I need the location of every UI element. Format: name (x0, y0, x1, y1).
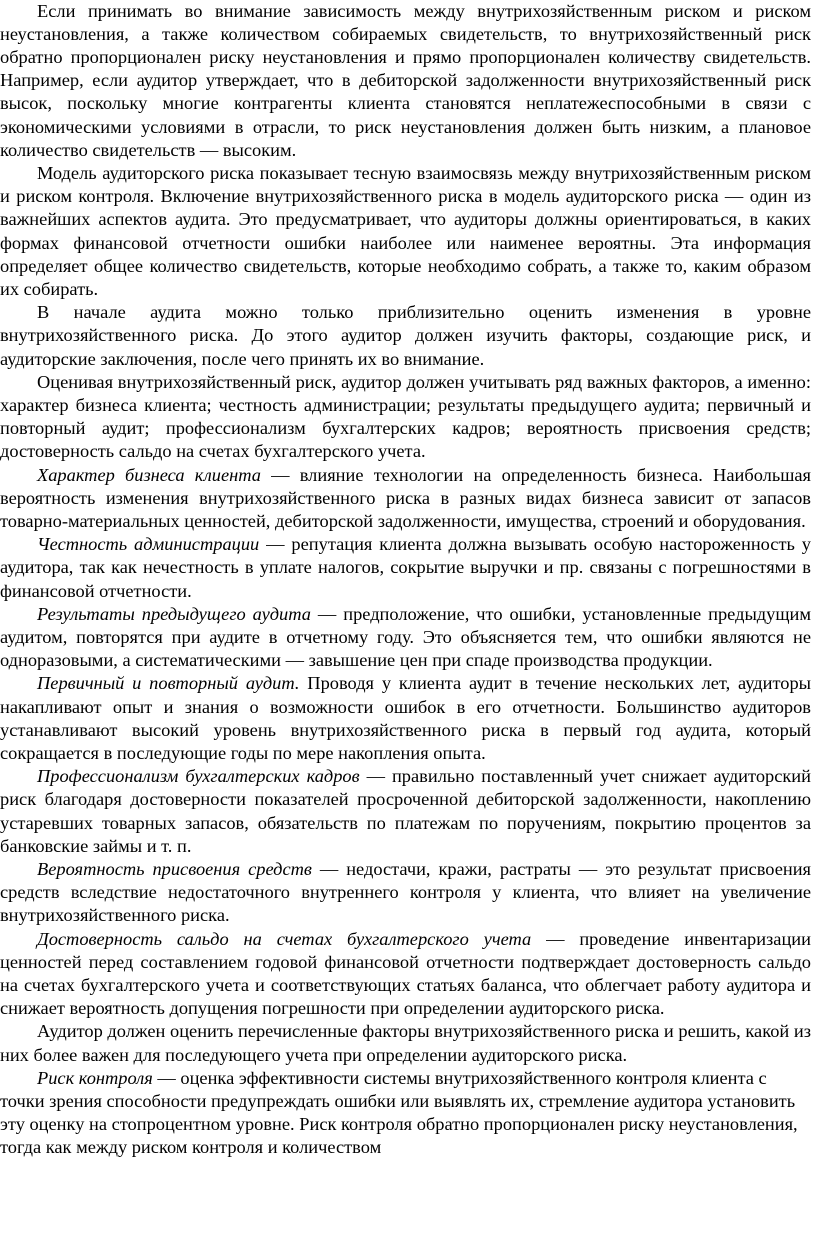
term-heading: Риск контроля (37, 1067, 153, 1088)
paragraph-risk-factors (0, 371, 811, 464)
paragraph-previous-audit-results (0, 603, 811, 673)
paragraph-control-risk (0, 1067, 811, 1160)
paragraph-inherent-risk-dependency (0, 0, 811, 162)
term-heading: Профессионализм бухгалтерских кадров (37, 766, 360, 787)
paragraph-text: — проведение инвентаризации ценностей перед составлением годовой финансовой отчетности подтверждает достоверность сальдо на счетах бухгалтерского учета и соответствующих статьях баланса, что облегчает работу аудитора и снижает вероятность допущения погрешности при определении аудиторского риска. (0, 928, 811, 1019)
paragraph-text: — оценка эффективности системы внутрихозяйственного контроля клиента с точки зрения способности предупреждать ошибки или выявлять их, стремление аудитора установить эту оценку на стопроцентном уровне. Риск контроля обратно пропорционален риску неустановления, тогда как между риском контроля и количеством (0, 1067, 798, 1158)
paragraph-text: Проводя у клиента аудит в течение нескольких лет, аудиторы накапливают опыт и знания о возможности ошибок в его отчетности. Большинство аудиторов устанавливают высокий уровень внутрихозяйственного риска в первый год аудита, который сокращается в последующие годы по мере накопления опыта. (0, 673, 811, 763)
paragraph-text: — репутация клиента должна вызывать особую настороженность у аудитора, так как нечестность в уплате налогов, сокрытие выручки и пр. связаны с погрешностями в финансовой отчетности. (0, 534, 811, 601)
term-heading: Вероятность присвоения средств (37, 859, 312, 880)
term-heading: Честность администрации (37, 534, 260, 555)
paragraph-text: В начале аудита можно только приблизительно оценить изменения в уровне внутрихозяйственного риска. До этого аудитор должен изучить факторы, создающие риск, и аудиторские заключения, после чего принять их во внимание. (0, 302, 811, 369)
paragraph-audit-risk-model (0, 162, 811, 301)
paragraph-text: Оценивая внутрихозяйственный риск, аудитор должен учитывать ряд важных факторов, а именно: характер бизнеса клиента; честность администрации; результаты предыдущего аудита; первичный и повторный аудит; профессионализм бухгалтерских кадров; вероятность присвоения средств; достоверность сальдо на счетах бухгалтерского учета. (0, 371, 811, 462)
term-heading: Первичный и повторный аудит. (37, 673, 300, 694)
paragraph-text: — предположение, что ошибки, установленные предыдущим аудитом, повторятся при аудите в отчетному году. Это объясняется тем, что ошибки являются не одноразовыми, а систематическими — завышение цен при спаде производства продукции. (0, 603, 811, 671)
paragraph-staff-professionalism (0, 765, 811, 858)
term-heading: Достоверность сальдо на счетах бухгалтерского учета (37, 928, 532, 949)
paragraph-balance-reliability (0, 928, 811, 1021)
paragraph-audit-beginning (0, 301, 811, 371)
paragraph-auditor-assessment (0, 1020, 811, 1066)
paragraph-management-integrity (0, 533, 811, 603)
term-heading: Характер бизнеса клиента (37, 464, 261, 485)
term-heading: Результаты предыдущего аудита (37, 603, 311, 624)
paragraph-initial-repeat-audit (0, 672, 811, 765)
paragraph-misappropriation (0, 858, 811, 928)
paragraph-text: — влияние технологии на определенность бизнеса. Наибольшая вероятность изменения внутрихозяйственного риска в разных видах бизнеса зависит от запасов товарно-материальных ценностей, дебиторской задолженности, имущества, строений и оборудования. (0, 464, 811, 531)
paragraph-business-nature (0, 464, 811, 534)
paragraph-text: — недостачи, кражи, растраты — это результат присвоения средств вследствие недостаточного внутреннего контроля у клиента, что влияет на увеличение внутрихозяйственного риска. (0, 859, 811, 926)
paragraph-text: Если принимать во внимание зависимость между внутрихозяйственным риском и риском неустановления, а также количеством собираемых свидетельств, то внутрихозяйственный риск обратно пропорционален риску неустановления и прямо пропорционален количеству свидетельств. Например, если аудитор утверждает, что в дебиторской задолженности внутрихозяйственный риск высок, поскольку многие контрагенты клиента становятся неплатежеспособными в связи с экономическими условиями в отрасли, то риск неустановления должен быть низким, а плановое количество свидетельств — высоким. (0, 0, 811, 160)
paragraph-text: — правильно поставленный учет снижает аудиторский риск благодаря достоверности показателей просроченной дебиторской задолженности, накоплению устаревших товарных запасов, обязательств по платежам по поручениям, покрытию процентов за банковские займы и т. п. (0, 766, 811, 856)
paragraph-text: Модель аудиторского риска показывает тесную взаимосвязь между внутрихозяйственным риском и риском контроля. Включение внутрихозяйственного риска в модель аудиторского риска — один из важнейших аспектов аудита. Это предусматривает, что аудиторы должны ориентироваться, в каких формах финансовой отчетности ошибки наиболее или наименее вероятны. Эта информация определяет общее количество свидетельств, которые необходимо собрать, а также то, каким образом их собирать. (0, 162, 811, 299)
paragraph-text: Аудитор должен оценить перечисленные факторы внутрихозяйственного риска и решить, какой из них более важен для последующего учета при определении аудиторского риска. (0, 1021, 811, 1065)
